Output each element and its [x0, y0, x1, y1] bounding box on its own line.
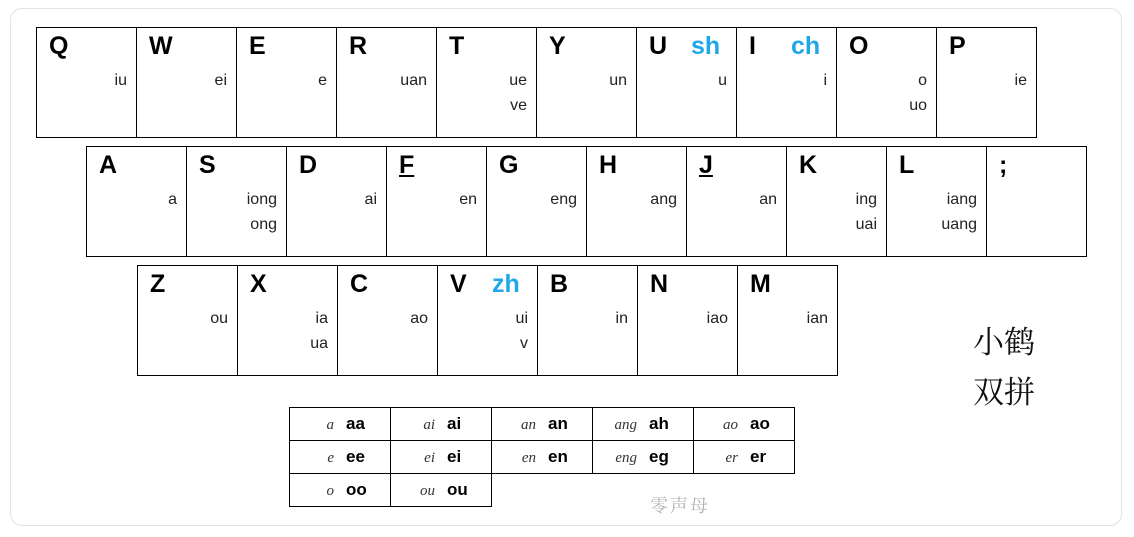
key-finals: ou	[210, 310, 228, 327]
key-s[interactable]	[186, 146, 287, 257]
zero-code: ei	[447, 447, 462, 466]
key-n[interactable]	[637, 265, 738, 376]
zero-code: an	[548, 414, 568, 433]
key-a[interactable]	[86, 146, 187, 257]
zero-cell-o	[290, 474, 391, 507]
key-finals: un	[609, 72, 627, 89]
zero-initial-table	[289, 407, 795, 507]
zero-source: a	[326, 417, 334, 433]
key-letter: W	[149, 32, 173, 60]
zero-cell-eng	[593, 441, 694, 474]
key-i[interactable]	[736, 27, 837, 138]
key-o[interactable]	[836, 27, 937, 138]
key-letter: D	[299, 151, 318, 179]
zero-code: ai	[447, 414, 462, 433]
zero-source: ang	[614, 417, 637, 433]
key-letter: T	[449, 32, 465, 60]
zero-source: er	[725, 450, 738, 466]
zero-code: ee	[346, 447, 365, 466]
key-finals: o uo	[909, 72, 927, 114]
zero-code: er	[750, 447, 767, 466]
key-finals: ing uai	[855, 191, 877, 233]
key-finals: ao	[410, 310, 428, 327]
key-finals: uan	[400, 72, 427, 89]
brand-line-2: 双拼	[973, 375, 1035, 410]
zero-cell-an	[492, 408, 593, 441]
key-letter: J	[699, 151, 713, 179]
key-x[interactable]	[237, 265, 338, 376]
key-m[interactable]	[737, 265, 838, 376]
keyboard-row-3	[137, 265, 838, 376]
zero-source: e	[327, 450, 334, 466]
key-r[interactable]	[336, 27, 437, 138]
key-finals: e	[318, 72, 327, 89]
brand-label	[954, 318, 1054, 418]
key-letter: G	[499, 151, 519, 179]
key-w[interactable]	[136, 27, 237, 138]
key-letter: U	[649, 32, 668, 60]
key-initial: ch	[791, 32, 821, 60]
zero-cell-empty	[492, 474, 593, 507]
key-letter: V	[450, 270, 467, 298]
key-finals: ia ua	[310, 310, 328, 352]
key-finals: in	[615, 310, 628, 327]
key-v[interactable]	[437, 265, 538, 376]
zero-source: ai	[423, 417, 435, 433]
key-j[interactable]	[686, 146, 787, 257]
zero-cell-er	[694, 441, 795, 474]
key-letter: B	[550, 270, 569, 298]
zero-cell-ei	[391, 441, 492, 474]
key-finals: ei	[214, 72, 227, 89]
key-letter: C	[350, 270, 369, 298]
key-finals: en	[459, 191, 477, 208]
key-y[interactable]	[536, 27, 637, 138]
key-letter: H	[599, 151, 618, 179]
key-finals: ui v	[515, 310, 528, 352]
key-letter: F	[399, 151, 415, 179]
zero-source: ao	[723, 417, 738, 433]
zero-initial-caption: 零声母	[650, 496, 710, 516]
key-finals: ian	[806, 310, 828, 327]
table-row	[290, 441, 795, 474]
key-letter: S	[199, 151, 216, 179]
key-f[interactable]	[386, 146, 487, 257]
key-k[interactable]	[786, 146, 887, 257]
key-h[interactable]	[586, 146, 687, 257]
key-initial: sh	[691, 32, 721, 60]
zero-cell-ai	[391, 408, 492, 441]
key-letter: M	[750, 270, 771, 298]
key-e[interactable]	[236, 27, 337, 138]
zero-code: ao	[750, 414, 770, 433]
key-letter: E	[249, 32, 266, 60]
zero-source: an	[521, 417, 536, 433]
key-finals: iu	[114, 72, 127, 89]
zero-source: eng	[615, 450, 637, 466]
key-finals: i	[823, 72, 827, 89]
key-letter: O	[849, 32, 869, 60]
key-semicolon[interactable]	[986, 146, 1087, 257]
key-finals: a	[168, 191, 177, 208]
key-letter: ;	[999, 151, 1008, 179]
zero-source: o	[326, 483, 334, 499]
key-finals: iang uang	[941, 191, 977, 233]
key-finals: ang	[650, 191, 677, 208]
key-letter: I	[749, 32, 756, 60]
key-finals: iao	[706, 310, 728, 327]
zero-code: oo	[346, 480, 367, 499]
key-letter: Q	[49, 32, 69, 60]
key-t[interactable]	[436, 27, 537, 138]
key-finals: an	[759, 191, 777, 208]
key-d[interactable]	[286, 146, 387, 257]
zero-code: ah	[649, 414, 669, 433]
table-row	[290, 408, 795, 441]
zero-cell-ao	[694, 408, 795, 441]
zero-cell-e	[290, 441, 391, 474]
key-letter: X	[250, 270, 267, 298]
key-z[interactable]	[137, 265, 238, 376]
key-p[interactable]	[936, 27, 1037, 138]
key-letter: A	[99, 151, 118, 179]
key-letter: N	[650, 270, 669, 298]
key-finals: iong ong	[246, 191, 277, 233]
zero-cell-a	[290, 408, 391, 441]
key-finals: eng	[550, 191, 577, 208]
keyboard-row-2	[86, 146, 1087, 257]
zero-source: ou	[420, 483, 435, 499]
key-q[interactable]	[36, 27, 137, 138]
zero-cell-ou	[391, 474, 492, 507]
zero-source: en	[521, 450, 536, 466]
zero-code: aa	[346, 414, 365, 433]
table-row	[290, 474, 795, 507]
key-letter: K	[799, 151, 818, 179]
zero-source: ei	[424, 450, 435, 466]
key-letter: Y	[549, 32, 566, 60]
key-c[interactable]	[337, 265, 438, 376]
key-l[interactable]	[886, 146, 987, 257]
key-b[interactable]	[537, 265, 638, 376]
key-finals: ai	[364, 191, 377, 208]
keyboard-row-1	[36, 27, 1037, 138]
key-g[interactable]	[486, 146, 587, 257]
brand-line-1: 小鹤	[973, 325, 1035, 360]
key-letter: Z	[150, 270, 166, 298]
key-letter: P	[949, 32, 966, 60]
key-finals: ue ve	[509, 72, 527, 114]
zero-code: ou	[447, 480, 468, 499]
zero-cell-en	[492, 441, 593, 474]
key-letter: R	[349, 32, 368, 60]
key-initial: zh	[492, 270, 520, 298]
key-letter: L	[899, 151, 915, 179]
zero-code: en	[548, 447, 568, 466]
zero-cell-ang	[593, 408, 694, 441]
key-finals: ie	[1014, 72, 1027, 89]
key-finals: u	[718, 72, 727, 89]
key-u[interactable]	[636, 27, 737, 138]
zero-code: eg	[649, 447, 669, 466]
